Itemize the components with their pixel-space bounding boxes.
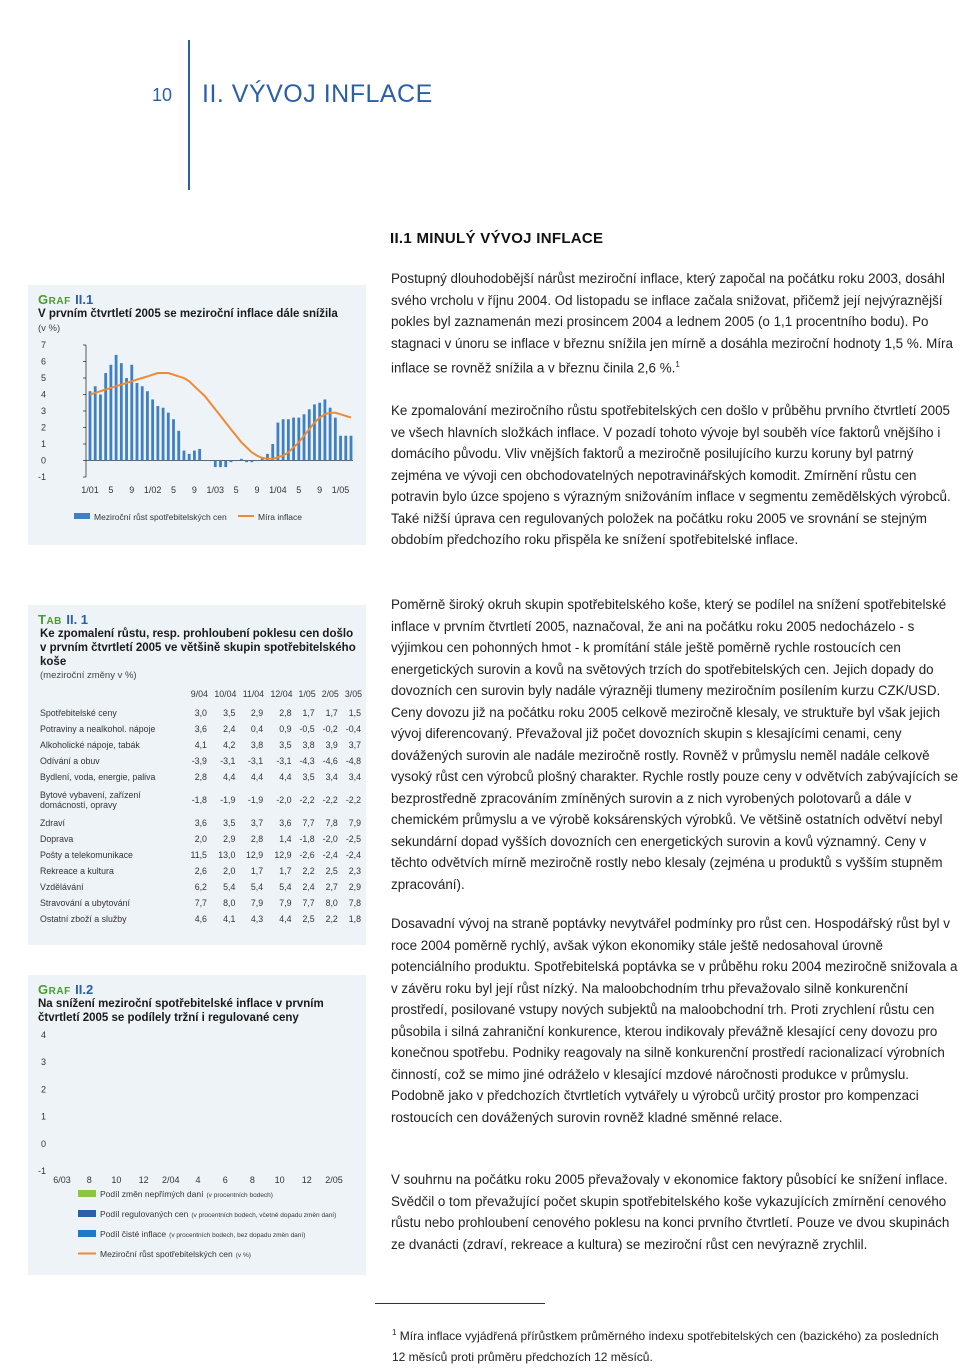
table-cell: 2,4 — [302, 881, 315, 892]
graf-1-label-raf: RAF — [48, 296, 71, 307]
x-tick-label: 9 — [254, 485, 260, 495]
x-tick-label: 12 — [301, 1175, 312, 1185]
bar — [214, 461, 217, 468]
tab-1-subtitle: (meziroční změny v %) — [40, 670, 137, 681]
x-tick-label: 6 — [222, 1175, 228, 1185]
table-cell: 3,8 — [302, 739, 315, 750]
table-row — [40, 847, 364, 863]
y-tick-label: 1 — [41, 1111, 47, 1122]
table-cell: 12,9 — [274, 850, 292, 861]
bar — [94, 386, 97, 460]
table-cell: -2,2 — [299, 794, 315, 805]
bar — [350, 436, 353, 461]
tab-1-body — [40, 705, 364, 927]
paragraph-4: Dosavadní vývoj na straně poptávky nevytvářel podmínky pro růst cen. Hospodářský růst byl v roce 2004 poměrně rychlý, avšak výkon ekonomiky stále ještě nedosahoval úrovně potenciálního produktu. Spotřebitelská poptávka se v průběhu roku 2004 meziročně snižovala a v závěru roku byl její růst nízký. Na maloobchodním trhu převažovalo silně konkurenční prostředí, posilované vstupy nových subjektů na maloobchodní trh. Proti zrychlení růstu cen působila i silná zahraniční konkurence, kterou indikovaly převážně klesající ceny dovozu pro konečnou spotřebu. Podniky reagovaly na silně konkurenční prostředí racionalizací výrobních činností, což se mimo jiné odráželo v klesající mzdové náročnosti produkce v průmyslu. Podobně jako v předchozích čtvrtletích vytvářely u výrobců určitý prostor pro kompenzaci rostoucích cen dovážených surovin rovněž kladné směnné relace. — [391, 916, 958, 1125]
x-tick-label: 8 — [249, 1175, 255, 1185]
paragraph-5: V souhrnu na počátku roku 2005 převažovaly v ekonomice faktory působící ke snížení inflace. Svědčil o tom převažující počet skupin spotřebitelského koše vykazujících zmírnění cenového růstu nebo prohloubení cenového poklesu na konci prvního čtvrtletí. Pouze ve dvou skupinách ze dvanácti (zdraví, rekreace a kultura) se meziroční růst cen nevýrazně zrychlil. — [391, 1172, 950, 1252]
legend-text: Meziroční růst spotřebitelských cen — [100, 1249, 233, 1259]
tab-1-header-cell: 2/05 — [321, 689, 339, 699]
y-tick-label: 0 — [41, 455, 47, 466]
legend-label-bars: Meziroční růst spotřebitelských cen — [94, 512, 227, 522]
bar — [219, 461, 222, 468]
table-cell: 3,4 — [325, 771, 338, 782]
legend-swatch — [78, 1230, 96, 1237]
paragraph-3: Poměrně široký okruh skupin spotřebitelského koše, který se podílel na snížení spotřebitelské inflace v prvním čtvrtletí 2005, naznačoval, že ani na počátku roku 2005 nedocházelo - s výjimkou cen pohonných hmot - k promítání stále ještě poměrně rychle rostoucích cen energetických surovin a kovů na světových trzích do spotřebitelských cen. Jejich dopady do dovozních cen surovin byly nadále výrazněji tlumeny meziročním posílením kurzu CZK/USD. Ceny dovozu již na počátku roku 2005 celkově meziročně klesaly, ve struktuře byl však jejich vývoj diferencovaný. Převažoval již počet dovozních skupin s klesajícími cenami, ceny dovážených surovin ale nadále meziročně rostly. Rovněž v průmyslu neměl nadále celkově vysoký růst cen výrobců plošný charakter. Rychle rostly pouze ceny v odvětvích zabývajících se bezprostředně zpracováním zmíněných surovin a z nich vyrobených polotovarů a dále v chemickém průmyslu a ve výrobě koksárenských výrobků. Ve většině ostatních odvětví nebyl sekundární dopad vyšších dovozních cen energetických surovin a kovů významný. Ceny v těchto odvětvích mírně meziročně rostly nebo klesaly (zejména u produktů s vyšším stupněm zpracování). — [391, 597, 959, 892]
table-cell: -2,5 — [345, 834, 361, 845]
bar — [240, 459, 243, 461]
table-cell: 2,6 — [194, 866, 207, 877]
bar — [89, 391, 92, 460]
table-cell: -2,2 — [322, 794, 338, 805]
table-cell: 7,9 — [348, 818, 361, 829]
table-cell: 3,4 — [348, 771, 361, 782]
header-divider — [188, 40, 190, 190]
table-cell: 6,2 — [194, 881, 207, 892]
tab-1-header-cell: 10/04 — [214, 689, 237, 699]
bar — [344, 436, 347, 461]
table-cell: 2,5 — [325, 866, 338, 877]
y-tick-label: 4 — [41, 1030, 47, 1040]
tab-1-header-cell: 11/04 — [242, 689, 265, 699]
bar — [183, 451, 186, 461]
tab-1-header-cell: 12/04 — [270, 689, 293, 699]
y-tick-label: 3 — [41, 406, 47, 416]
y-tick-label: 2 — [41, 422, 47, 433]
legend-label — [100, 1229, 305, 1239]
table-cell: 3,5 — [223, 707, 236, 718]
table-cell: 1,7 — [325, 707, 338, 718]
y-tick-label: 4 — [41, 389, 47, 400]
table-cell: 4,1 — [194, 739, 207, 750]
table-cell: 2,8 — [279, 707, 292, 718]
x-tick-label: 1/04 — [269, 485, 287, 495]
table-cell: 2,9 — [223, 834, 236, 845]
table-cell: -3,1 — [220, 755, 236, 766]
table-cell: 1,7 — [279, 866, 292, 877]
table-cell: 13,0 — [218, 850, 236, 861]
legend-label — [100, 1249, 251, 1259]
table-cell: -2,4 — [345, 850, 361, 861]
bar — [136, 383, 139, 461]
table-cell: 2,9 — [250, 707, 264, 718]
table-cell: 4,1 — [223, 913, 236, 924]
legend-text: Podíl regulovaných cen — [100, 1209, 189, 1219]
table-cell: -1,8 — [191, 794, 207, 805]
bar — [172, 419, 175, 460]
graf-1-chart — [28, 285, 366, 545]
table-cell: 2,2 — [325, 913, 338, 924]
tab-1-header-cell: 1/05 — [298, 689, 316, 699]
table-cell: 3,6 — [279, 818, 292, 829]
table-cell: -3,1 — [276, 755, 292, 766]
table-cell: 2,3 — [348, 866, 361, 877]
table-cell: 7,8 — [325, 818, 338, 829]
legend-label — [100, 1189, 273, 1199]
x-tick-label: 12 — [138, 1175, 149, 1185]
y-tick-label: -1 — [38, 1166, 47, 1176]
row-label: Bydlení, voda, energie, paliva — [40, 771, 156, 782]
table-cell: 1,4 — [279, 834, 292, 845]
table-cell: 1,8 — [348, 913, 361, 924]
bar — [329, 408, 332, 461]
bar — [230, 461, 233, 463]
table-cell: 2,2 — [302, 866, 315, 877]
table-cell: 3,8 — [250, 739, 264, 750]
table-row — [40, 769, 364, 785]
table-cell: 2,5 — [302, 913, 315, 924]
table-cell: 2,9 — [348, 881, 361, 892]
table-cell: 0,9 — [279, 723, 292, 734]
table-cell: 0,4 — [250, 723, 264, 734]
table-row — [40, 879, 364, 895]
table-row — [40, 895, 364, 911]
graf-2-label-g: G — [38, 982, 49, 997]
paragraph-2: Ke zpomalování meziročního růstu spotřebitelských cen došlo v průběhu prvního čtvrtletí 2005 ve všech hlavních složkách inflace. V pozadí tohoto vývoje byl souběh více faktorů vnějšího i domácího původu. Vliv vnějších faktorů a meziročně posilujícího kurzu koruny byl patrný zejména ve vývoji cen obchodovatelných nepotravinářských komodit. Zmírnění růstu cen potravin bylo úzce spojeno s výrazným snižováním inflace v segmentu zemědělských výrobců. Také nižší úprava cen regulovaných položek na počátku roku 2005 ve srovnání se stejným obdobím předchozího roku přispěla ke snížení spotřebitelské inflace. — [391, 403, 951, 547]
tab-1-label-ab: AB — [46, 616, 62, 627]
graf-2-chart — [28, 975, 366, 1275]
legend-text: Podíl čisté inflace — [100, 1229, 167, 1239]
bar — [287, 419, 290, 460]
row-label: Doprava — [40, 834, 74, 845]
table-cell: 3,7 — [348, 739, 361, 750]
graf-1-title: V prvním čtvrtletí 2005 se meziroční inflace dále snížila — [38, 308, 338, 320]
page-header — [0, 0, 960, 190]
x-tick-label: 5 — [171, 485, 177, 495]
y-tick-label: 3 — [41, 1057, 47, 1068]
x-tick-label: 5 — [108, 485, 114, 495]
y-tick-label: 6 — [41, 356, 47, 367]
bar — [162, 408, 165, 461]
table-row — [40, 721, 364, 737]
table-cell: 5,4 — [250, 881, 264, 892]
table-row — [40, 831, 364, 847]
graf-1-label-num: II.1 — [75, 292, 94, 307]
graf-1-subtitle: (v %) — [38, 323, 61, 334]
x-tick-label: 5 — [233, 485, 239, 495]
table-cell: 1,7 — [250, 866, 264, 877]
table-cell: 7,9 — [279, 897, 292, 908]
tab-1-title: Ke zpomalení růstu, resp. prohloubení poklesu cen došlo v prvním čtvrtletí 2005 ve většině skupin spotřebitelského koše — [40, 628, 356, 668]
x-tick-label: 6/03 — [53, 1175, 71, 1185]
table-cell: -2,0 — [276, 794, 292, 805]
bar — [99, 395, 102, 461]
table-cell: 4,4 — [279, 913, 292, 924]
legend-swatch — [78, 1190, 96, 1197]
y-tick-label: 5 — [41, 373, 47, 383]
table-cell: 7,8 — [348, 897, 361, 908]
table-cell: 7,7 — [302, 897, 315, 908]
bar — [292, 418, 295, 461]
bar — [146, 391, 149, 460]
table-cell: 3,0 — [194, 707, 207, 718]
tab-1-label-num: II. 1 — [66, 612, 89, 627]
bar — [109, 365, 112, 461]
tab-1-header-row — [40, 685, 364, 705]
table-cell: 4,2 — [223, 739, 236, 750]
row-label: Stravování a ubytování — [40, 897, 130, 908]
legend-text: Podíl změn nepřímých daní — [100, 1189, 204, 1199]
bar — [167, 413, 170, 461]
table-cell: 2,8 — [250, 834, 264, 845]
y-tick-label: -1 — [38, 472, 47, 482]
tab-1-label-t: T — [38, 612, 47, 627]
table-cell: 3,6 — [194, 723, 207, 734]
y-tick-label: 1 — [41, 439, 47, 449]
table-row — [40, 911, 364, 927]
x-tick-label: 1/05 — [331, 485, 350, 495]
table-row — [40, 705, 364, 721]
table-cell: 2,8 — [194, 771, 207, 782]
bar — [198, 449, 201, 461]
bar — [141, 386, 144, 460]
row-label: Spotřebitelské ceny — [40, 707, 117, 718]
table-row — [40, 815, 364, 831]
x-tick-label: 9 — [317, 485, 323, 495]
table-cell: 8,0 — [223, 897, 236, 908]
legend-note: (v procentních bodech, bez dopadu změn daní) — [169, 1232, 306, 1239]
bar — [334, 418, 337, 461]
table-cell: -4,6 — [322, 755, 338, 766]
tab-1-header-cell: 9/04 — [190, 689, 208, 699]
bar — [256, 461, 259, 462]
table-cell: 1,5 — [348, 707, 361, 718]
tab-1-header-blank — [40, 685, 185, 705]
x-tick-label: 1/02 — [143, 485, 162, 495]
table-cell: -3,1 — [247, 755, 264, 766]
bar — [209, 461, 212, 462]
table-cell: 2,0 — [194, 834, 207, 845]
table-cell: 3,9 — [325, 739, 338, 750]
table-cell: -1,9 — [220, 794, 236, 805]
table-cell: -2,2 — [345, 794, 361, 805]
chapter-title: II. VÝVOJ INFLACE — [202, 80, 433, 108]
x-tick-label: 8 — [86, 1175, 92, 1185]
graf-2-label-raf: RAF — [48, 986, 71, 997]
table-cell: -0,5 — [299, 723, 315, 734]
table-cell: 8,0 — [325, 897, 338, 908]
table-row — [40, 784, 364, 815]
graf-1-box — [28, 285, 366, 545]
bar — [177, 431, 180, 461]
graf-1-label-g: G — [38, 292, 49, 307]
x-tick-label: 10 — [111, 1175, 122, 1185]
table-row — [40, 863, 364, 879]
row-label: Pošty a telekomunikace — [40, 850, 133, 861]
row-label: Zdraví — [40, 818, 65, 829]
bar — [339, 436, 342, 461]
section-title: II.1 MINULÝ VÝVOJ INFLACE — [390, 230, 604, 247]
bar — [104, 373, 107, 460]
bar — [313, 404, 316, 460]
row-label: Alkoholické nápoje, tabák — [40, 739, 140, 750]
table-cell: 7,9 — [250, 897, 264, 908]
table-cell: 11,5 — [190, 850, 207, 861]
table-cell: 3,5 — [223, 818, 236, 829]
bar — [297, 418, 300, 461]
x-tick-label: 4 — [195, 1175, 201, 1185]
row-label: Rekreace a kultura — [40, 866, 114, 877]
legend-label-line: Míra inflace — [258, 512, 302, 522]
bar — [156, 406, 159, 460]
bar — [115, 355, 118, 461]
row-label: Potraviny a nealkohol. nápoje — [40, 723, 156, 734]
x-tick-label: 10 — [274, 1175, 285, 1185]
table-row — [40, 753, 364, 769]
row-label: Vzdělávání — [40, 881, 84, 892]
bar — [188, 454, 191, 461]
y-tick-label: 0 — [41, 1138, 47, 1149]
x-tick-label: 5 — [296, 485, 302, 495]
legend-label — [100, 1209, 336, 1219]
legend-note: (v procentních bodech) — [206, 1192, 273, 1199]
table-cell: 2,0 — [223, 866, 236, 877]
bar — [308, 409, 311, 460]
table-cell: 2,4 — [223, 723, 236, 734]
table-cell: 4,4 — [223, 771, 236, 782]
graf-2-label-num: II.2 — [75, 982, 94, 997]
table-cell: -1,9 — [247, 794, 264, 805]
x-tick-label: 9 — [191, 485, 197, 495]
bar — [245, 461, 248, 463]
bar — [125, 378, 128, 461]
y-tick-label: 7 — [41, 340, 47, 350]
bar — [318, 403, 321, 461]
table-cell: 3,5 — [302, 771, 315, 782]
table-cell: 3,7 — [250, 818, 264, 829]
row-label: Odívání a obuv — [40, 755, 100, 766]
x-tick-label: 2/05 — [325, 1175, 343, 1185]
footnote-ref: 1 — [675, 360, 680, 369]
table-cell: 4,4 — [279, 771, 292, 782]
legend-swatch — [78, 1210, 96, 1217]
bar — [324, 399, 327, 460]
legend-swatch-bars — [74, 513, 90, 519]
paragraph-1: Postupný dlouhodobější nárůst meziroční inflace, který započal na počátku roku 2003, dosáhl svého vrcholu v říjnu 2004. Od listopadu se inflace začala snižovat, přičemž její nejvýraznější pokles byl zaznamenán mezi prosincem 2004 a lednem 2005 (o 1,1 procentního bodu). Po stagnaci v únoru se inflace v březnu snížila jen mírně a dosáhla meziroční hodnoty 1,5 %. Míra inflace se rovněž snížila a v březnu činila 2,6 %.$^1$ — [391, 271, 953, 376]
table-cell: -2,0 — [322, 834, 338, 845]
x-tick-label: 2/04 — [162, 1175, 180, 1185]
graf-2-box — [28, 975, 366, 1275]
table-cell: -4,8 — [345, 755, 361, 766]
bar — [193, 451, 196, 461]
legend-note: (v procentních bodech, včetně dopadu změn daní) — [191, 1212, 337, 1219]
footnote-mark: 1 — [392, 1328, 397, 1337]
table-cell: 3,6 — [194, 818, 207, 829]
table-cell: 7,7 — [194, 897, 207, 908]
table-cell: -3,9 — [191, 755, 207, 766]
bar — [120, 363, 123, 460]
table-cell: -2,4 — [322, 850, 338, 861]
table-cell: 4,4 — [250, 771, 264, 782]
table-row — [40, 737, 364, 753]
x-tick-label: 1/03 — [206, 485, 225, 495]
table-cell: 4,6 — [194, 913, 207, 924]
footnote-text: Míra inflace vyjádřená přírůstkem průměrného indexu spotřebitelských cen (bazického) za posledních 12 měsíců proti průměru předchozích 12 měsíců. — [392, 1329, 939, 1364]
table-cell: 12,9 — [245, 850, 264, 861]
table-cell: 7,7 — [302, 818, 315, 829]
table-cell: -0,4 — [345, 723, 361, 734]
bar — [203, 461, 206, 462]
y-tick-label: 2 — [41, 1084, 47, 1095]
bar — [250, 461, 253, 463]
bar — [130, 365, 133, 461]
table-cell: 1,7 — [302, 707, 315, 718]
footnote-divider — [375, 1303, 545, 1304]
table-cell: 5,4 — [279, 881, 292, 892]
row-label: Bytové vybavení, zařízení domácností, opravy — [40, 789, 141, 810]
table-cell: 4,3 — [250, 913, 264, 924]
x-tick-label: 9 — [129, 485, 135, 495]
x-tick-label: 1/01 — [81, 485, 99, 495]
bar — [151, 399, 154, 460]
tab-1-header-cell: 3/05 — [344, 689, 362, 699]
footnote — [392, 1322, 952, 1368]
bar — [224, 461, 227, 468]
legend-note: (v %) — [235, 1252, 251, 1259]
bar — [235, 461, 238, 462]
page-number: 10 — [152, 85, 173, 105]
row-label: Ostatní zboží a služby — [40, 913, 127, 924]
bar — [277, 423, 280, 461]
table-cell: -1,8 — [299, 834, 315, 845]
table-cell: 5,4 — [223, 881, 236, 892]
table-cell: -2,6 — [299, 850, 315, 861]
table-cell: -0,2 — [322, 723, 338, 734]
table-cell: 3,5 — [279, 739, 292, 750]
table-cell: 2,7 — [325, 881, 338, 892]
table-cell: -4,3 — [299, 755, 315, 766]
series-line — [90, 373, 351, 459]
tab-1-table — [40, 685, 364, 927]
graf-2-title: Na snížení meziroční spotřebitelské inflace v prvním čtvrtletí 2005 se podílely tržní i regulované ceny — [38, 998, 324, 1024]
